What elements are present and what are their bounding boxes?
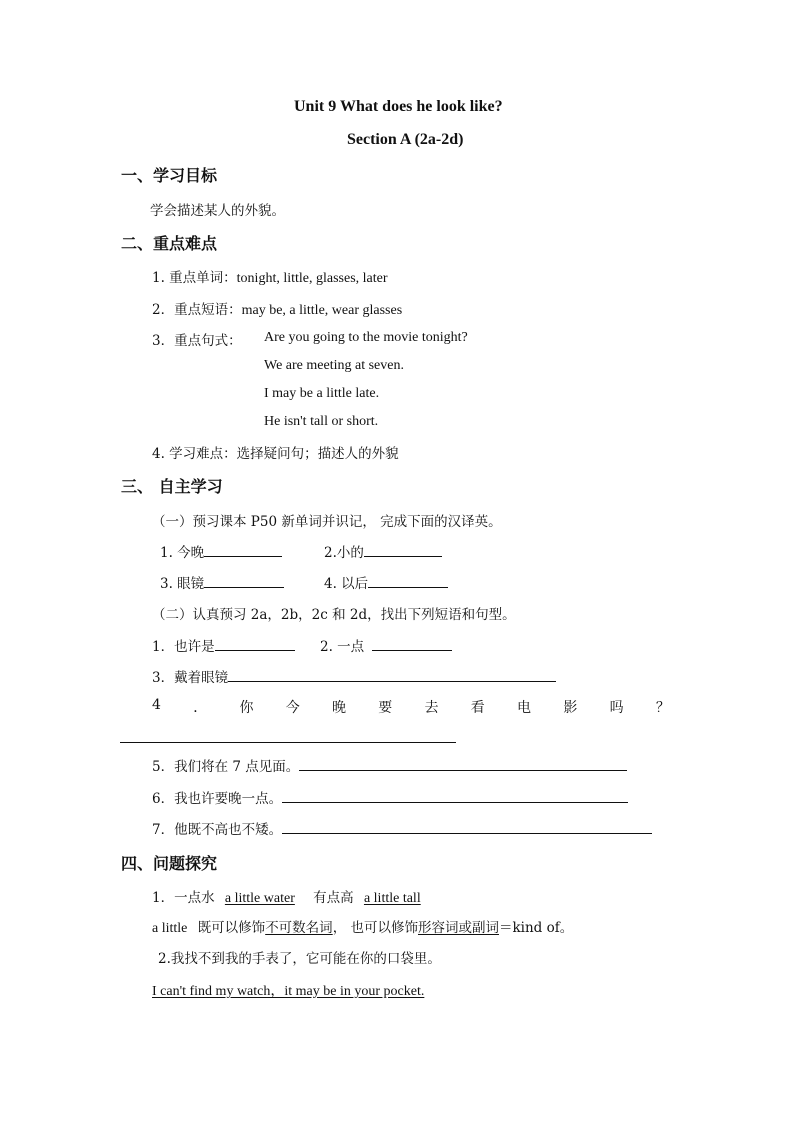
- section-heading-key-points: 二、重点难点: [121, 234, 218, 253]
- note-uncountable: 不可数名词: [265, 920, 333, 936]
- vocab-blank-1[interactable]: [204, 542, 282, 557]
- section-heading-self-study: 三、 自主学习: [121, 477, 223, 496]
- sentence-label-6: 6．我也许要晚一点。: [152, 791, 283, 807]
- vocab-blank-4[interactable]: [368, 573, 448, 588]
- example-phrase-water: a little water: [224, 891, 295, 906]
- vocab-label-3: 3. 眼镜: [160, 576, 205, 592]
- phrase-blank-1[interactable]: [215, 636, 295, 651]
- q4-char: 要: [378, 700, 393, 716]
- vocab-label-4: 4. 以后: [324, 576, 369, 592]
- section-heading-exploration: 四、问题探究: [121, 854, 218, 873]
- sentence-item-7: [152, 818, 652, 838]
- difficulty-item: 4. 学习难点：选择疑问句；描述人的外貌: [152, 446, 399, 462]
- note-adj-adv: 形容词或副词: [417, 920, 499, 936]
- phrase-label-2: 2. 一点: [320, 639, 365, 655]
- key-sentence-3: I may be a little late.: [264, 386, 380, 401]
- example-item-2: 2.我找不到我的手表了，它可能在你的口袋里。: [158, 951, 441, 967]
- vocab-item-4: [324, 572, 448, 592]
- note-text-2: ， 也可以修饰: [332, 920, 418, 936]
- goals-text: 学会描述某人的外貌。: [150, 203, 285, 219]
- key-phrases-text: may be, a little, wear glasses: [241, 303, 403, 318]
- sentence-label-7: 7．他既不高也不矮。: [152, 822, 283, 838]
- note-a-little: a little: [152, 921, 188, 936]
- key-sentences-label: 3．重点句式：: [152, 333, 242, 349]
- key-sentence-2: We are meeting at seven.: [264, 358, 404, 373]
- vocab-item-1: [160, 541, 282, 561]
- key-words-label: 1. 重点单词：: [152, 270, 237, 286]
- sentence-blank-5[interactable]: [299, 756, 627, 771]
- page-subtitle: Section A (2a-2d): [347, 131, 464, 148]
- q4-char: 电: [517, 700, 532, 716]
- vocab-label-2: 2.小的: [324, 545, 364, 561]
- q4-char: ．: [193, 700, 208, 716]
- q4-char: 看: [470, 700, 485, 716]
- sentence-item-4: [152, 697, 670, 717]
- key-words-text: tonight, little, glasses, later: [236, 271, 388, 286]
- sentence-item-6: [152, 787, 628, 807]
- phrase-blank-3[interactable]: [228, 667, 556, 682]
- example-item-1: [152, 886, 421, 907]
- example-label-a: 1．一点水: [152, 890, 215, 906]
- phrase-blank-2[interactable]: [372, 636, 452, 651]
- key-phrases-item: [152, 298, 402, 319]
- phrase-item-2: [320, 635, 452, 655]
- q4-char: 4: [152, 697, 161, 713]
- key-sentence-4: He isn't tall or short.: [264, 414, 379, 429]
- vocab-item-2: [324, 541, 442, 561]
- key-words-item: [152, 266, 388, 287]
- note-text-1: 既可以修饰: [197, 920, 266, 936]
- phrase-label-1: 1．也许是: [152, 639, 215, 655]
- page-title: Unit 9 What does he look like?: [294, 98, 503, 115]
- phrase-item-3: [152, 666, 556, 686]
- sentence-blank-7[interactable]: [282, 819, 652, 834]
- q4-char: ？: [655, 700, 670, 716]
- sentence-blank-4[interactable]: [120, 742, 456, 743]
- section-heading-goals: 一、学习目标: [121, 166, 218, 185]
- key-phrases-label: 2．重点短语：: [152, 302, 242, 318]
- q4-char: 影: [563, 700, 578, 716]
- part2-instruction: （二）认真预习 2a，2b，2c 和 2d，找出下列短语和句型。: [152, 607, 516, 623]
- phrase-label-3: 3．戴着眼镜: [152, 670, 229, 686]
- vocab-item-3: [160, 572, 284, 592]
- example-translation-2: I can't find my watch，it may be in your pocket.: [152, 984, 425, 999]
- key-sentence-1: Are you going to the movie tonight?: [264, 330, 468, 345]
- sentence-label-5: 5．我们将在 7 点见面。: [152, 759, 300, 775]
- example-label-c: 有点高: [313, 890, 354, 906]
- note-text-3: ＝kind of。: [498, 920, 574, 936]
- sentence-blank-6[interactable]: [282, 788, 628, 803]
- example-phrase-tall: a little tall: [363, 891, 421, 906]
- vocab-label-1: 1. 今晚: [160, 545, 205, 561]
- q4-char: 晚: [331, 700, 346, 716]
- vocab-blank-3[interactable]: [204, 573, 284, 588]
- vocab-blank-2[interactable]: [364, 542, 442, 557]
- part1-instruction: （一）预习课本 P50 新单词并识记， 完成下面的汉译英。: [152, 514, 502, 530]
- q4-char: 今: [285, 700, 300, 716]
- grammar-note: [152, 916, 573, 937]
- q4-char: 吗: [609, 700, 624, 716]
- q4-char: 你: [239, 700, 254, 716]
- sentence-item-5: [152, 755, 627, 775]
- phrase-item-1: [152, 635, 295, 655]
- q4-char: 去: [424, 700, 439, 716]
